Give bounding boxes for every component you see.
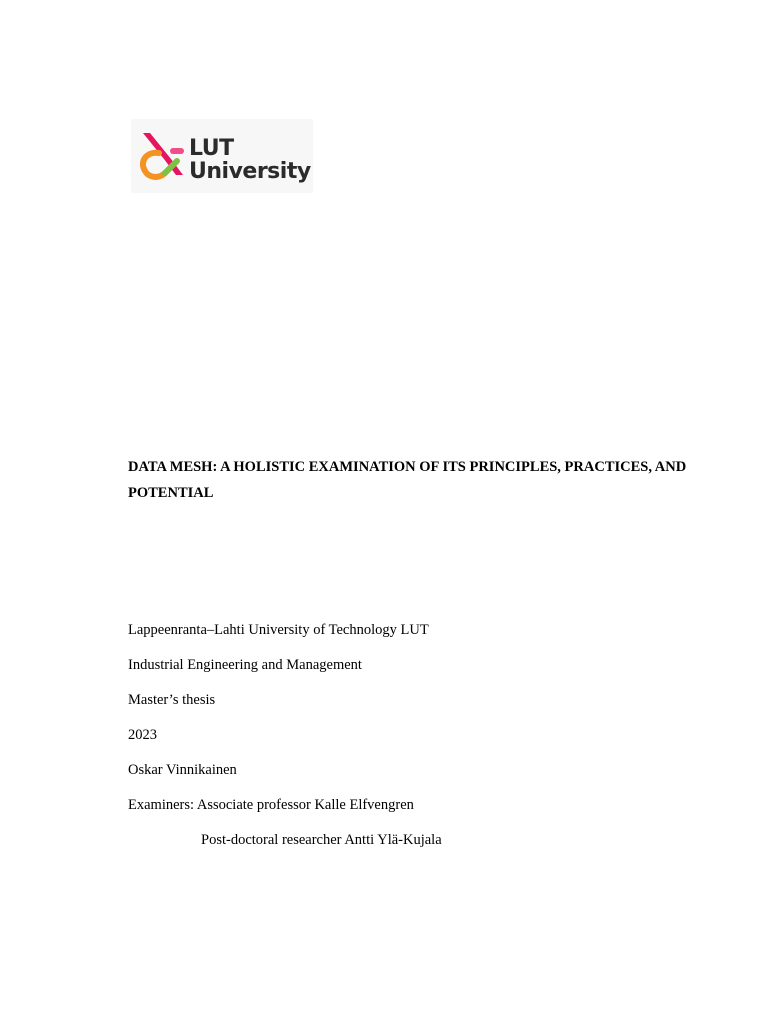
logo-line-1: LUT (189, 136, 234, 161)
examiners-line-2: Post-doctoral researcher Antti Ylä-Kujala (201, 832, 442, 848)
logo-wordmark (189, 137, 311, 183)
examiners-line-1: Examiners: Associate professor Kalle Elfvengren (128, 797, 414, 813)
thesis-title: DATA MESH: A HOLISTIC EXAMINATION OF ITS PRINCIPLES, PRACTICES, AND POTENTIAL (128, 459, 687, 501)
program-name: Industrial Engineering and Management (128, 657, 362, 673)
lut-university-logo (131, 119, 313, 193)
author-name: Oskar Vinnikainen (128, 762, 237, 778)
university-name: Lappeenranta–Lahti University of Technology LUT (128, 622, 429, 638)
logo-line-2: University (189, 159, 311, 184)
ampersand-logo-icon (137, 131, 185, 187)
thesis-year: 2023 (128, 727, 157, 743)
thesis-type: Master’s thesis (128, 692, 216, 708)
